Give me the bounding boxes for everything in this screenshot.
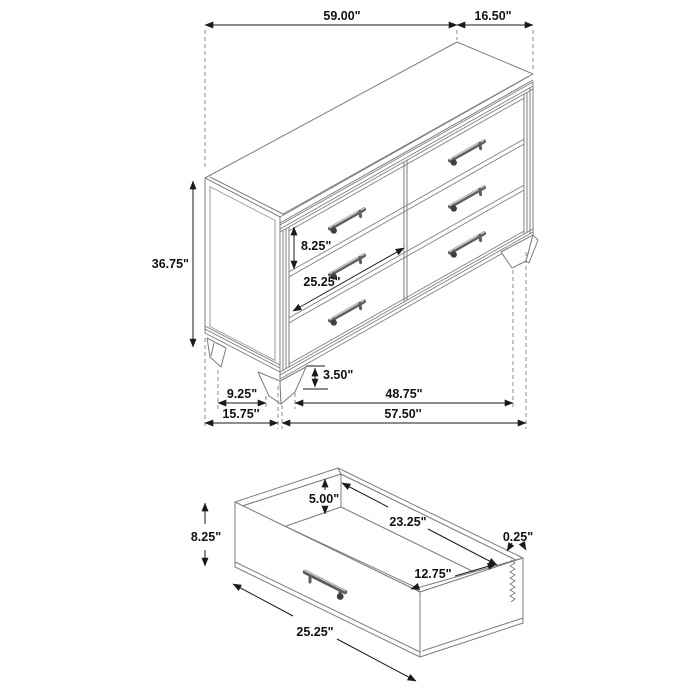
dim-label-drawer-inner-depth: 12.75" [414, 567, 452, 581]
dim-label-dresser-foot-spacing-front: 48.75" [385, 387, 423, 401]
dim-label-drawer-panel-thickness: 0.25" [502, 530, 534, 544]
dim-dresser-base-width [282, 407, 526, 423]
dresser-figure [205, 42, 538, 404]
dim-dresser-top-depth [457, 9, 533, 25]
dim-drawer-panel-thickness [503, 530, 533, 551]
dim-label-dresser-drawer-width: 25.25" [303, 275, 341, 289]
dim-label-dresser-top-width: 59.00" [323, 9, 361, 23]
dim-label-dresser-base-width: 57.50'' [384, 407, 422, 421]
dim-drawer-front-height [191, 503, 221, 566]
dim-dresser-top-width [205, 9, 457, 25]
dim-label-dresser-height: 36.75" [151, 257, 189, 271]
dim-label-dresser-drawer-height: 8.25" [301, 239, 332, 253]
dim-label-dresser-top-depth: 16.50" [474, 9, 512, 23]
dim-label-dresser-foot-spacing-side: 9.25" [226, 387, 258, 401]
dim-dresser-foot-spacing-side [218, 387, 266, 403]
dim-label-dresser-base-depth: 15.75'' [222, 407, 260, 421]
dim-dresser-foot-height [303, 366, 353, 389]
dim-label-dresser-foot-height: 3.50" [323, 368, 354, 382]
dim-label-drawer-inner-height: 5.00" [308, 492, 340, 506]
dim-label-drawer-front-width: 25.25" [296, 625, 334, 639]
dim-dresser-base-depth [205, 407, 278, 423]
drawer-figure [235, 468, 523, 657]
dim-label-drawer-inner-length: 23.25" [389, 515, 427, 529]
dim-dresser-height [152, 181, 193, 347]
dim-label-drawer-front-height: 8.25" [190, 530, 222, 544]
